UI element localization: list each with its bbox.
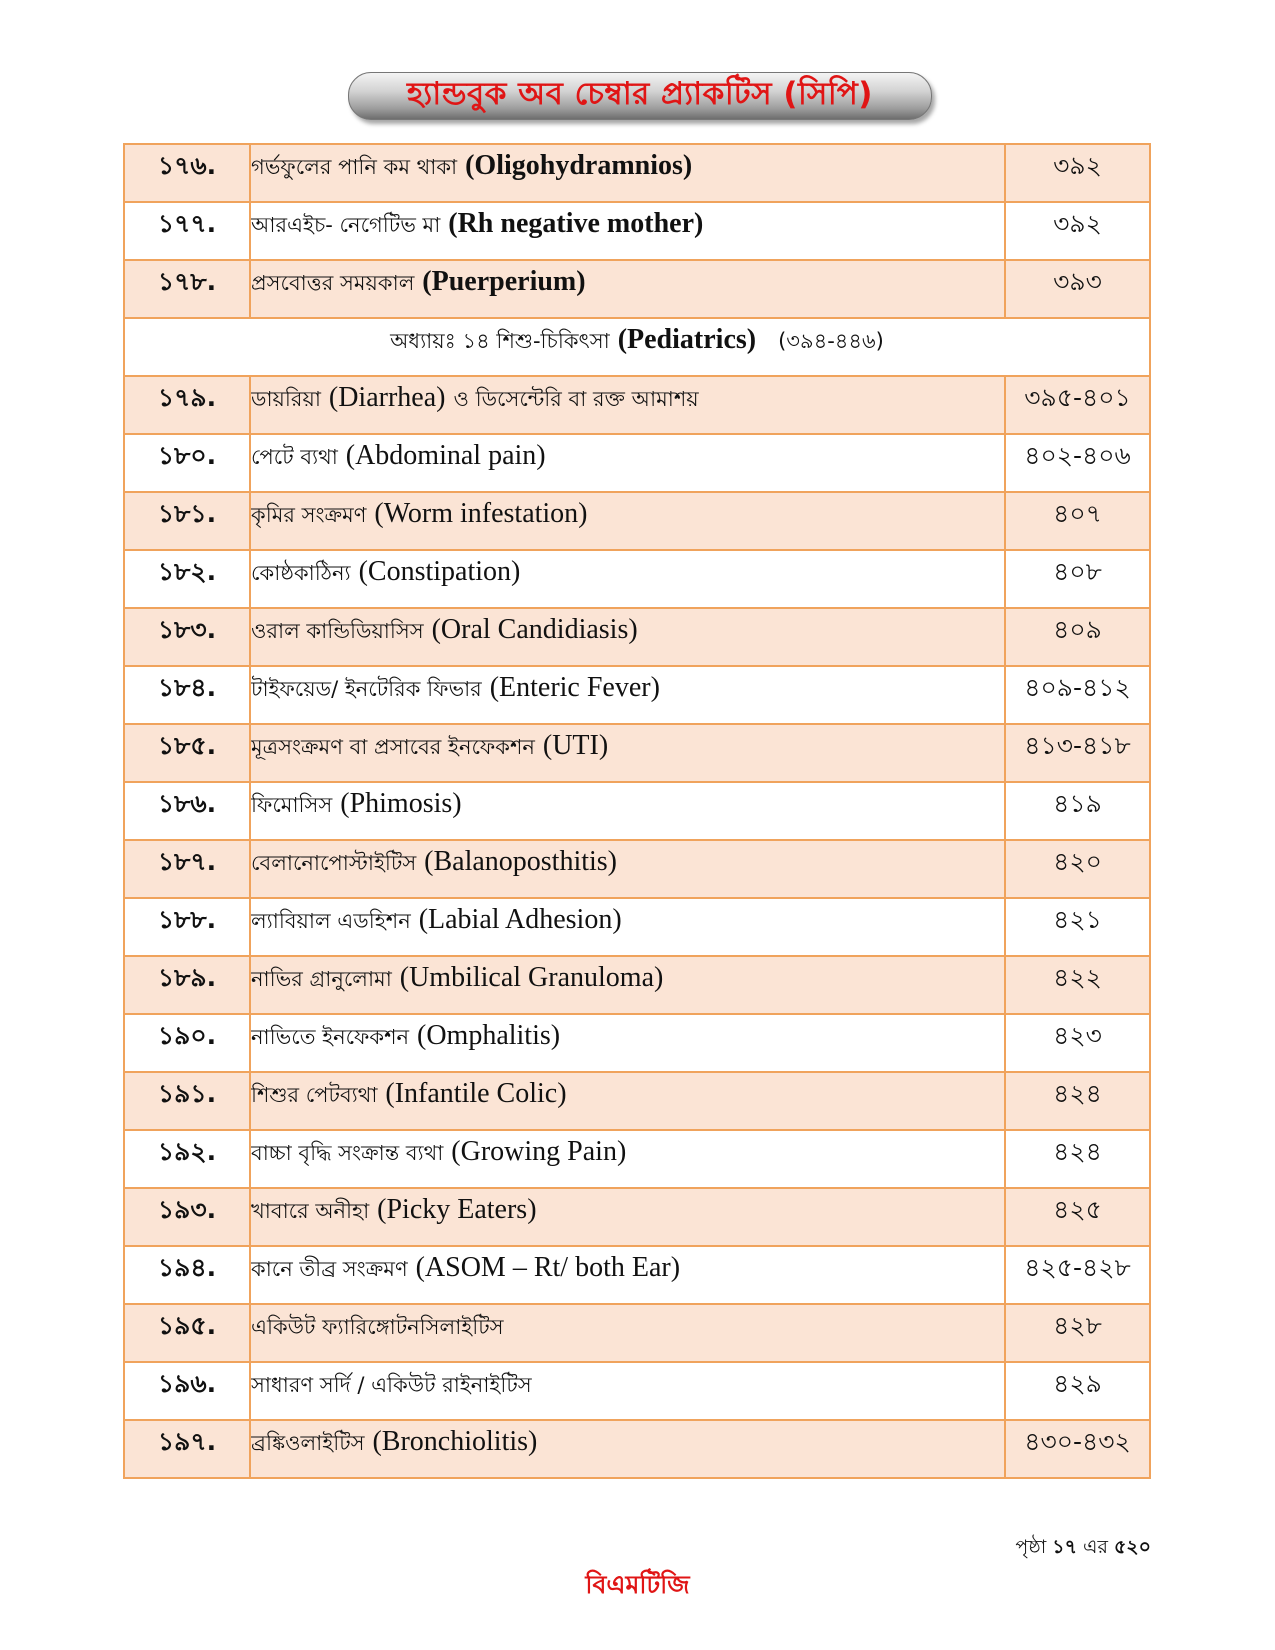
row-number: ১৮৯. [124, 956, 250, 1014]
row-title [250, 1420, 1005, 1478]
row-number: ১৮২. [124, 550, 250, 608]
title-bengali: বেলানোপোস্টাইটিস [251, 851, 417, 875]
row-page: ৪০৭ [1005, 492, 1150, 550]
row-page: ৪০৮ [1005, 550, 1150, 608]
row-number: ১৮৫. [124, 724, 250, 782]
table-row [124, 666, 1150, 724]
row-number: ১৮১. [124, 492, 250, 550]
title-english: (Growing Pain) [451, 1136, 627, 1166]
row-number: ১৯৭. [124, 1420, 250, 1478]
row-number: ১৯৪. [124, 1246, 250, 1304]
title-bengali: ল্যাবিয়াল এডহিশন [251, 909, 411, 933]
footer-brand: বিএমটিজি [585, 1570, 690, 1599]
table-row [124, 1420, 1150, 1478]
title-english: (ASOM – Rt/ both Ear) [415, 1252, 681, 1282]
table-row [124, 1304, 1150, 1362]
row-page: ৪১৩-৪১৮ [1005, 724, 1150, 782]
title-english: (Omphalitis) [417, 1020, 561, 1050]
title-bengali: টাইফয়েড/ ইনটেরিক ফিভার [251, 677, 482, 701]
row-number: ১৮৭. [124, 840, 250, 898]
title-bengali: ফিমোসিস [251, 793, 333, 817]
title-bengali: শিশুর পেটব্যথা [251, 1083, 378, 1107]
row-number: ১৯২. [124, 1130, 250, 1188]
row-number: ১৭৬. [124, 144, 250, 202]
row-page: ৪২৪ [1005, 1130, 1150, 1188]
table-row [124, 840, 1150, 898]
title-bengali: একিউট ফ্যারিঙ্গোটনসিলাইটিস [251, 1315, 504, 1339]
row-title [250, 1304, 1005, 1362]
row-title [250, 434, 1005, 492]
row-page: ৪২৮ [1005, 1304, 1150, 1362]
title-english: (Phimosis) [340, 788, 462, 818]
row-page: ৪২৯ [1005, 1362, 1150, 1420]
header-banner [348, 72, 932, 120]
row-title [250, 956, 1005, 1014]
row-number: ১৭৮. [124, 260, 250, 318]
row-title [250, 898, 1005, 956]
title-english: (Balanoposthitis) [424, 846, 618, 876]
title-english: (Constipation) [358, 556, 521, 586]
title-bengali: প্রসবোত্তর সময়কাল [251, 271, 415, 295]
page-title: হ্যান্ডবুক অব চেম্বার প্র্যাকটিস (সিপি) [407, 76, 873, 112]
row-title [250, 1072, 1005, 1130]
title-english: (Infantile Colic) [385, 1078, 567, 1108]
row-title [250, 550, 1005, 608]
table-row [124, 1130, 1150, 1188]
table-row [124, 724, 1150, 782]
row-page: ৪০৯-৪১২ [1005, 666, 1150, 724]
table-row [124, 550, 1150, 608]
title-bengali: পেটে ব্যথা [251, 445, 338, 469]
title-bengali: ওরাল কান্ডিডিয়াসিস [251, 619, 424, 643]
row-page: ৪২২ [1005, 956, 1150, 1014]
row-number: ১৭৭. [124, 202, 250, 260]
table-row [124, 434, 1150, 492]
title-english: (Labial Adhesion) [418, 904, 622, 934]
title-bengali: ব্রঙ্কিওলাইটিস [251, 1431, 365, 1455]
row-number: ১৮৩. [124, 608, 250, 666]
row-number: ১৯৫. [124, 1304, 250, 1362]
row-title [250, 1014, 1005, 1072]
title-bengali-suffix: ও ডিসেন্টেরি বা রক্ত আমাশয় [453, 387, 699, 411]
row-title [250, 666, 1005, 724]
row-page: ৪২৩ [1005, 1014, 1150, 1072]
row-page: ৪০২-৪০৬ [1005, 434, 1150, 492]
title-english: (Picky Eaters) [377, 1194, 537, 1224]
row-page: ৩৯২ [1005, 144, 1150, 202]
title-bengali: ডায়রিয়া [251, 387, 321, 411]
chapter-title-bengali: অধ্যায়ঃ ১৪ শিশু-চিকিৎসা [390, 329, 610, 353]
title-bengali: কৃমির সংক্রমণ [251, 503, 367, 527]
row-page: ৪০৯ [1005, 608, 1150, 666]
table-row [124, 202, 1150, 260]
table-row [124, 1014, 1150, 1072]
row-number: ১৮৬. [124, 782, 250, 840]
title-english: (Enteric Fever) [489, 672, 660, 702]
table-row [124, 782, 1150, 840]
title-english: (Rh negative mother) [448, 208, 704, 238]
row-number: ১৮৮. [124, 898, 250, 956]
row-page: ৪২৪ [1005, 1072, 1150, 1130]
chapter-page-range: (৩৯৪-৪৪৬) [778, 329, 884, 353]
title-bengali: নাভিতে ইনফেকশন [251, 1025, 410, 1049]
table-row [124, 376, 1150, 434]
title-english: (Umbilical Granuloma) [399, 962, 664, 992]
row-title [250, 202, 1005, 260]
title-bengali: বাচ্চা বৃদ্ধি সংক্রান্ত ব্যথা [251, 1141, 444, 1165]
row-title [250, 1130, 1005, 1188]
title-bengali: কানে তীব্র সংক্রমণ [251, 1257, 408, 1281]
title-bengali: খাবারে অনীহা [251, 1199, 370, 1223]
row-number: ১৮০. [124, 434, 250, 492]
contents-rows [124, 376, 1150, 1478]
row-page: ৪২০ [1005, 840, 1150, 898]
chapter-title-english: (Pediatrics) [617, 324, 757, 354]
table-row [124, 144, 1150, 202]
table-row [124, 492, 1150, 550]
row-page: ৩৯৫-৪০১ [1005, 376, 1150, 434]
row-title [250, 492, 1005, 550]
title-english: (Bronchiolitis) [372, 1426, 538, 1456]
row-title [250, 376, 1005, 434]
title-bengali: গর্ভফুলের পানি কম থাকা [251, 155, 458, 179]
table-row [124, 1188, 1150, 1246]
row-title [250, 608, 1005, 666]
row-page: ৩৯৩ [1005, 260, 1150, 318]
contents-table [123, 143, 1151, 1479]
title-english: (Abdominal pain) [345, 440, 546, 470]
title-english: (Diarrhea) [328, 382, 446, 412]
row-number: ১৯১. [124, 1072, 250, 1130]
row-title [250, 1188, 1005, 1246]
row-title [250, 840, 1005, 898]
page-total: ৫২০ [1113, 1536, 1151, 1558]
page-prefix: পৃষ্ঠা [1015, 1536, 1047, 1558]
title-english: (Oral Candidiasis) [431, 614, 638, 644]
table-row [124, 1072, 1150, 1130]
page-current: ১৭ [1052, 1536, 1077, 1558]
title-bengali: সাধারণ সর্দি / একিউট রাইনাইটিস [251, 1373, 532, 1397]
row-page: ৪১৯ [1005, 782, 1150, 840]
title-bengali: মূত্রসংক্রমণ বা প্রসাবের ইনফেকশন [251, 735, 535, 759]
table-row [124, 956, 1150, 1014]
row-title [250, 724, 1005, 782]
row-title [250, 144, 1005, 202]
row-title [250, 1362, 1005, 1420]
row-page: ৪২৫ [1005, 1188, 1150, 1246]
table-row [124, 898, 1150, 956]
row-number: ১৭৯. [124, 376, 250, 434]
page-indicator [1015, 1533, 1151, 1565]
title-bengali: নাভির গ্রানুলোমা [251, 967, 392, 991]
chapter-heading [124, 318, 1150, 376]
title-english: (Worm infestation) [374, 498, 588, 528]
title-english: (UTI) [542, 730, 609, 760]
row-number: ১৯০. [124, 1014, 250, 1072]
title-bengali: কোষ্ঠকাঠিন্য [251, 561, 351, 585]
chapter-heading-row [124, 318, 1150, 376]
title-english: (Puerperium) [422, 266, 586, 296]
row-number: ১৯৬. [124, 1362, 250, 1420]
table-row [124, 260, 1150, 318]
row-page: ৪২৫-৪২৮ [1005, 1246, 1150, 1304]
row-page: ৪২১ [1005, 898, 1150, 956]
row-title [250, 260, 1005, 318]
row-page: ৩৯২ [1005, 202, 1150, 260]
table-row [124, 1362, 1150, 1420]
title-bengali: আরএইচ- নেগেটিভ মা [251, 213, 441, 237]
table-row [124, 608, 1150, 666]
title-english: (Oligohydramnios) [465, 150, 693, 180]
page-of: এর [1083, 1536, 1108, 1558]
table-row [124, 1246, 1150, 1304]
row-number: ১৯৩. [124, 1188, 250, 1246]
row-title [250, 782, 1005, 840]
row-number: ১৮৪. [124, 666, 250, 724]
row-title [250, 1246, 1005, 1304]
row-page: ৪৩০-৪৩২ [1005, 1420, 1150, 1478]
